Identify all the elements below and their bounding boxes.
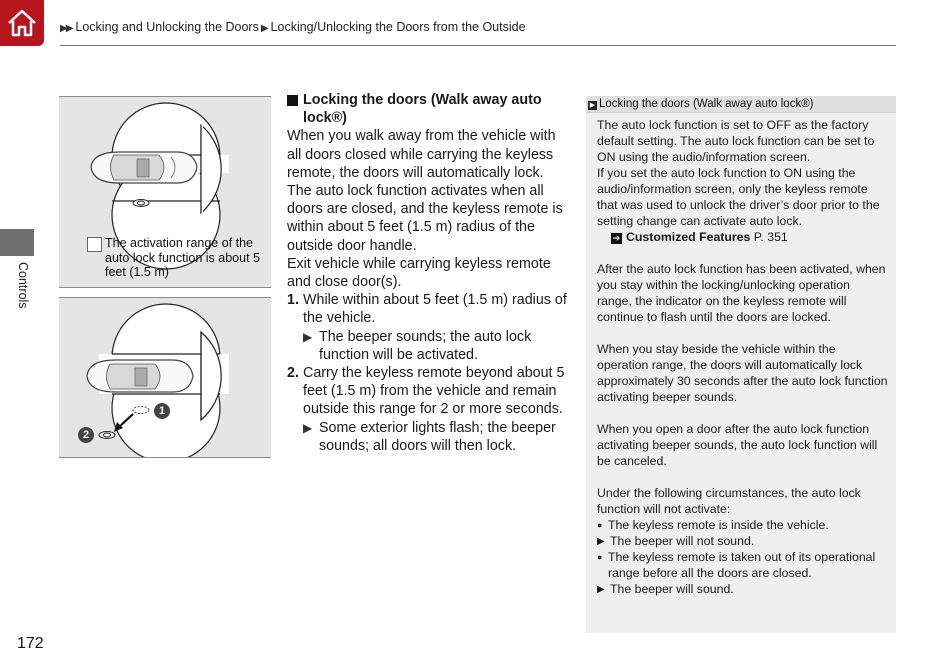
activation-range-figure [59,96,271,288]
key-fob-icon [133,200,149,207]
section-tab[interactable] [6,262,36,322]
callout-2: 2 [82,429,90,441]
step-item [287,364,569,419]
result-arrow-icon: ▶ [303,329,313,344]
breadcrumb-arrow-icon: ▶ [260,23,267,34]
step-text: While within about 5 feet (1.5 m) radius of the vehicle. [303,292,567,327]
section-tab-label: Controls [16,262,30,309]
reference-arrow-icon: ➔ [612,233,621,243]
main-content [287,91,569,455]
breadcrumb [60,20,526,34]
key-fob-icon [99,432,115,439]
bullet-result: ▶ The beeper will not sound. [597,533,888,549]
step-item [287,291,569,327]
sidebar-paragraph: When you open a door after the auto lock function activating beeper sounds, the auto lock function will be canceled. [597,422,878,468]
page-number: 172 [17,635,44,652]
home-button[interactable] [0,0,44,46]
sidebar-paragraph: The auto lock function is set to OFF as the factory default setting. The auto lock function can be set to ON using the audio/information screen. [597,118,875,164]
step-result: ▶ Some exterior lights flash; the beeper sounds; all doors will then lock. [303,419,556,454]
paragraph: The auto lock function activates when all doors are closed, and the keyless remote is within about 5 feet (1.5 m) radius of the outside door handle. [287,183,563,254]
figure-caption: The activation range of the auto lock function is about 5 feet (1.5 m) [87,236,267,280]
car-top-view [87,360,193,392]
step-text: Carry the keyless remote beyond about 5 feet (1.5 m) from the vehicle and remain outside this range for 2 or more seconds. [303,365,565,418]
bullet-item: ● The keyless remote is inside the vehicle. [597,517,888,533]
sidebar-paragraph: If you set the auto lock function to ON using the audio/information screen, only the keyless remote that was used to unlock the driver’s door prior to the setting change can activate auto lock. [597,166,880,228]
sidebar-paragraph: When you stay beside the vehicle within the operation range, the doors will automatically lock approximately 30 seconds after the auto lock function activating beeper sounds. [597,342,888,404]
sidebar-paragraph: After the auto lock function has been activated, when you stay within the locking/unlocking operation range, the indicator on the keyless remote will continue to flash until the doors are locked. [597,262,886,324]
key-fob-faded-icon [133,407,149,414]
breadcrumb-arrow-icon: ▶▶ [60,23,72,34]
home-icon [6,8,38,38]
header-divider [60,45,896,46]
breadcrumb-link-from-outside[interactable]: Locking/Unlocking the Doors from the Outside [270,20,526,34]
step-result: ▶ The beeper sounds; the auto lock function will be activated. [303,328,532,363]
step-number: 1. [287,292,299,309]
bullet-result: ▶ The beeper will sound. [597,581,888,597]
breadcrumb-link-locking-unlocking[interactable]: Locking and Unlocking the Doors [75,20,259,34]
bullet-item: ● The keyless remote is taken out of its operational range before all the doors are closed. [597,549,888,581]
sidebar-title: ▶ Locking the doors (Walk away auto lock®) [586,96,896,113]
paragraph: Exit vehicle while carrying keyless remote and close door(s). [287,255,551,291]
sidebar-paragraph: Under the following circumstances, the auto lock function will not activate: [597,486,861,516]
car-top-view [91,152,197,183]
cross-reference-link[interactable]: ➔ Customized Features P. 351 [612,230,788,244]
section-tab-marker [0,229,34,256]
walk-away-figure [59,297,271,458]
result-arrow-icon: ▶ [303,420,313,435]
note-icon: ▶ [589,102,596,109]
sidebar-note [586,96,896,633]
step-number: 2. [287,365,299,382]
caption-marker-icon [87,237,102,252]
section-heading: Locking the doors (Walk away auto lock®) [287,91,569,127]
paragraph: When you walk away from the vehicle with all doors closed while carrying the keyless remote, the doors will automatically lock. [287,128,556,181]
callout-1: 1 [158,405,166,417]
walk-away-diagram [59,298,271,457]
